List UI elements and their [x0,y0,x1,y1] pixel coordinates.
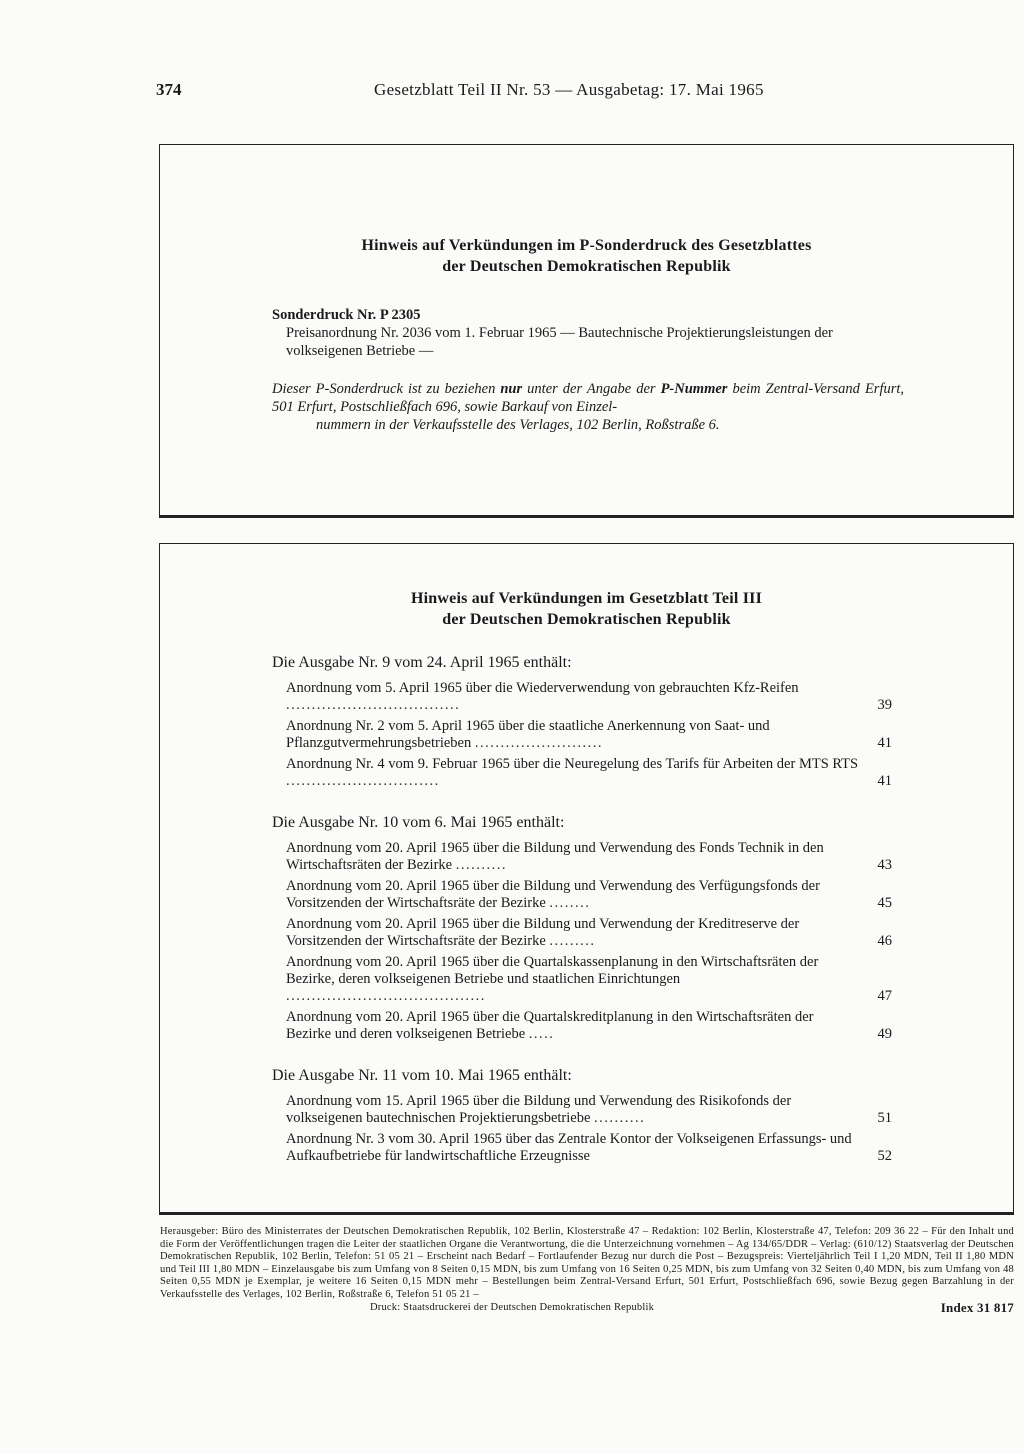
entry-text: Anordnung Nr. 3 vom 30. April 1965 über das Zentrale Kontor der Volkseigenen Erfassungs- und Aufkaufbetriebe für landwirtschaftliche Erzeugnisse [286,1131,852,1164]
footer-last-line [160,1299,1014,1315]
sonderdruck-text: Preisanordnung Nr. 2036 vom 1. Februar 1965 — Bautechnische Projektierungsleistungen der volkseigenen Betriebe — [286,325,833,359]
entry-page: 41 [877,773,892,789]
notice-bold-p-nummer: P-Nummer [660,381,728,397]
running-title: Gesetzblatt Teil II Nr. 53 — Ausgabetag: 17. Mai 1965 [374,80,764,99]
box1-title-line1: Hinweis auf Verkündungen im P-Sonderdruck des Gesetzblattes [361,237,812,254]
sonderdruck-label: Sonderdruck Nr. P 2305 [272,307,421,323]
toc-entry [286,1009,892,1043]
toc-entry [286,878,892,912]
box1-title [160,235,1013,277]
entry-page: 46 [877,933,892,949]
toc-entry [286,840,892,874]
entry-text: Anordnung vom 20. April 1965 über die Bildung und Verwendung des Verfügungsfonds der Vorsitzenden der Wirtschaftsräte der Bezirke ........ [286,878,820,911]
entry-text: Anordnung vom 20. April 1965 über die Bildung und Verwendung der Kreditreserve der Vorsitzenden der Wirtschaftsräte der Bezirke ......... [286,916,800,949]
box2-title [160,588,1013,630]
notice-part1: Dieser P-Sonderdruck ist zu beziehen [272,381,496,397]
toc-entry [286,718,892,752]
entry-text: Anordnung vom 20. April 1965 über die Quartalskassenplanung in den Wirtschaftsräten der Bezirke, deren volkseigenen Betriebe und staatlichen Einrichtungen ....................................... [286,954,819,1004]
entry-page: 45 [877,895,892,911]
p-sonderdruck-box [159,144,1014,518]
entry-page: 43 [877,857,892,873]
entry-page: 51 [877,1110,892,1126]
entry-page: 39 [877,697,892,713]
notice-part3: beim Zentral-Versand Erfurt, 501 Erfurt, Postschließfach 696, sowie Barkauf von Einzel- [272,381,905,415]
issue-block [272,652,892,790]
box2-title-line1: Hinweis auf Verkündungen im Gesetzblatt Teil III [411,590,762,607]
entry-text: Anordnung vom 5. April 1965 über die Wiederverwendung von gebrauchten Kfz-Reifen .................................. [286,680,799,713]
entry-text: Anordnung Nr. 2 vom 5. April 1965 über die staatliche Anerkennung von Saat- und Pflanzgutvermehrungsbetrieben ......................... [286,718,770,751]
toc-entry [286,1093,892,1127]
entry-page: 47 [877,988,892,1004]
toc-entry [286,680,892,714]
issue-block [272,812,892,1043]
page-header [156,80,1016,104]
printer-line: Druck: Staatsdruckerei der Deutschen Demokratischen Republik [370,1301,655,1313]
sonderdruck-entry [272,306,912,360]
notice-part2: unter der Angabe der [527,381,656,397]
box2-title-line2: der Deutschen Demokratischen Republik [442,611,731,628]
toc-entry [286,756,892,790]
entry-page: 52 [877,1148,892,1164]
imprint-footer [160,1226,1014,1314]
issue-heading: Die Ausgabe Nr. 9 vom 24. April 1965 enthält: [272,654,572,671]
entry-page: 41 [877,735,892,751]
toc-entry [286,954,892,1005]
entry-text: Anordnung vom 15. April 1965 über die Bildung und Verwendung des Risikofonds der volkseigenen bautechnischen Projektierungsbetriebe .......... [286,1093,792,1126]
entry-text: Anordnung vom 20. April 1965 über die Quartalskreditplanung in den Wirtschaftsräten der Bezirke und deren volkseigenen Betriebe ..... [286,1009,814,1042]
box1-title-line2: der Deutschen Demokratischen Republik [442,258,731,275]
imprint-text: Herausgeber: Büro des Ministerrates der Deutschen Demokratischen Republik, 102 Berlin, Klosterstraße 47 – Redaktion: 102 Berlin, Klosterstraße 47, Telefon: 209 36 22 – Für den Inhalt und die Form der Veröffentlichungen tragen die Leiter der staatlichen Organe die Verantwortung, die die Unterzeichnung vornehmen – Ag 134/65/DDR – Verlag: (610/12) Staatsverlag der Deutschen Demokratischen Republik, 102 Berlin, Telefon: 51 05 21 – Erscheint nach Bedarf – Fortlaufender Bezug nur durch die Post – Bezugspreis: Vierteljährlich Teil I 1,20 MDN, Teil II 1,80 MDN und Teil III 1,80 MDN – Einzelausgabe bis zum Umfang von 8 Seiten 0,15 MDN, bis zum Umfang von 16 Seiten 0,25 MDN, bis zum Umfang von 32 Seiten 0,40 MDN, bis zum Umfang von 48 Seiten 0,55 MDN je Exemplar, je weitere 16 Seiten 0,15 MDN mehr – Bestellungen beim Zentral-Versand Erfurt, 501 Erfurt, Postschließfach 696, sowie Bezug gegen Barzahlung in der Verkaufsstelle des Verlages, 102 Berlin, Roßstraße 6, Telefon 51 05 21 – [160,1226,1014,1300]
entry-text: Anordnung Nr. 4 vom 9. Februar 1965 über die Neuregelung des Tarifs für Arbeiten der MTS RTS .............................. [286,756,859,789]
index-number: Index 31 817 [940,1299,1014,1315]
page-number: 374 [156,80,182,99]
issue-heading: Die Ausgabe Nr. 10 vom 6. Mai 1965 enthält: [272,814,565,831]
entry-page: 49 [877,1026,892,1042]
toc-entry [286,916,892,950]
purchase-notice [272,380,904,434]
notice-bold-nur: nur [500,381,523,397]
teil-iii-box [159,543,1014,1215]
notice-line2: nummern in der Verkaufsstelle des Verlages, 102 Berlin, Roßstraße 6. [316,417,720,433]
issue-heading: Die Ausgabe Nr. 11 vom 10. Mai 1965 enthält: [272,1067,572,1084]
entry-text: Anordnung vom 20. April 1965 über die Bildung und Verwendung des Fonds Technik in den Wirtschaftsräten der Bezirke .......... [286,840,824,873]
issue-block [272,1065,892,1165]
toc-entry [286,1131,892,1165]
